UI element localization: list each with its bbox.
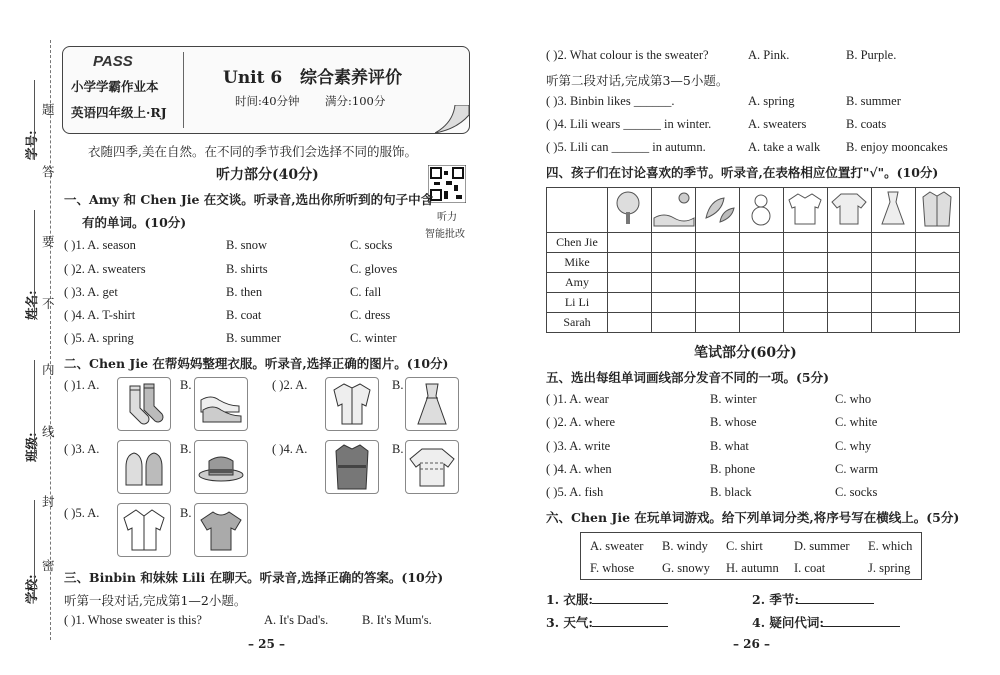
s3-q1-b[interactable]: B. It's Mum's. [362, 613, 432, 627]
tshirt-picture[interactable] [194, 503, 248, 557]
check-cell[interactable] [696, 253, 740, 273]
table-row [547, 273, 960, 293]
class-label: 班级: [24, 432, 39, 462]
check-cell[interactable] [608, 233, 652, 253]
s3-sub1: 听第一段对话,完成第1—2小题。 [64, 593, 247, 608]
s5-q5-c[interactable]: C. socks [835, 485, 878, 499]
s5-q3-a[interactable]: ( )3. A. write [546, 439, 611, 453]
dress-picture[interactable] [405, 377, 459, 431]
shirt-icon [118, 504, 170, 556]
category-question-words-label: 4. 疑问代词: [752, 615, 825, 630]
socks-picture[interactable] [117, 377, 171, 431]
check-cell[interactable] [784, 253, 828, 273]
seal-char: 内 [42, 362, 55, 377]
section-1-title-cont: 有的单词。(10分) [82, 215, 187, 230]
check-cell[interactable] [872, 253, 916, 273]
s1-q2-a[interactable]: ( )2. A. sweaters [64, 262, 146, 276]
check-cell[interactable] [652, 293, 696, 313]
hat-picture[interactable] [194, 440, 248, 494]
check-cell[interactable] [740, 233, 784, 253]
seal-char: 线 [42, 424, 55, 439]
section-2-title: 二、Chen Jie 在帮妈妈整理衣服。听录音,选择正确的图片。(10分) [64, 356, 449, 371]
season-table [546, 187, 960, 333]
sweater-icon [828, 188, 871, 228]
s3-q3-a[interactable]: A. spring [748, 94, 795, 108]
grade-label: 英语四年级上·RJ [71, 105, 167, 120]
table-row [547, 253, 960, 273]
word-item: F. whose [590, 561, 635, 575]
s1-q3-a[interactable]: ( )3. A. get [64, 285, 118, 299]
check-cell[interactable] [784, 313, 828, 333]
word-item: I. coat [794, 561, 826, 575]
spring-tree-icon [608, 188, 651, 228]
s5-q1-b[interactable]: B. winter [710, 392, 757, 406]
check-cell[interactable] [828, 253, 872, 273]
word-bank [580, 532, 922, 580]
s3-q5-a[interactable]: A. take a walk [748, 140, 821, 154]
check-cell[interactable] [696, 233, 740, 253]
s5-q4-a[interactable]: ( )4. A. when [546, 462, 612, 476]
check-cell[interactable] [652, 313, 696, 333]
check-cell[interactable] [872, 233, 916, 253]
s5-q2-c[interactable]: C. white [835, 415, 878, 429]
check-cell[interactable] [872, 313, 916, 333]
dress-icon [872, 188, 915, 228]
jacket-icon [326, 378, 378, 430]
s2-q2[interactable]: ( )2. A. [272, 378, 308, 392]
sweater-picture[interactable] [405, 440, 459, 494]
socks-icon [118, 378, 170, 430]
s3-q3-b[interactable]: B. summer [846, 94, 901, 108]
coat-icon [326, 441, 378, 493]
word-item: G. snowy [662, 561, 710, 575]
check-cell[interactable] [608, 293, 652, 313]
s5-q2-a[interactable]: ( )2. A. where [546, 415, 616, 429]
s3-q5-b[interactable]: B. enjoy mooncakes [846, 140, 948, 154]
category-weather-blank[interactable] [592, 614, 668, 627]
category-seasons-label: 2. 季节: [752, 592, 800, 607]
check-cell[interactable] [828, 313, 872, 333]
class-line[interactable] [34, 360, 36, 460]
season-picture-cell [652, 188, 696, 233]
s2-q4[interactable]: ( )4. A. [272, 442, 308, 456]
s1-q1-c[interactable]: C. socks [350, 238, 393, 252]
shoes-picture[interactable] [194, 377, 248, 431]
s5-q5-a[interactable]: ( )5. A. fish [546, 485, 604, 499]
intro-text: 衣随四季,美在自然。在不同的季节我们会选择不同的服饰。 [88, 144, 417, 159]
word-item: H. autumn [726, 561, 779, 575]
s1-q2-b[interactable]: B. shirts [226, 262, 268, 276]
name-line[interactable] [34, 210, 36, 320]
check-cell[interactable] [916, 313, 960, 333]
s1-q5-b[interactable]: B. summer [226, 331, 281, 345]
check-cell[interactable] [652, 233, 696, 253]
word-item: D. summer [794, 539, 850, 553]
seal-char: 要 [42, 234, 55, 249]
s2-b-label[interactable]: B. [180, 506, 192, 520]
student-name: Sarah [547, 313, 608, 333]
listening-section-title: 听力部分(40分) [216, 167, 319, 183]
check-cell[interactable] [916, 233, 960, 253]
s3-q2-b[interactable]: B. Purple. [846, 48, 897, 62]
dress-icon [406, 378, 458, 430]
s5-q3-b[interactable]: B. what [710, 439, 749, 453]
word-item: A. sweater [590, 539, 644, 553]
gloves-picture[interactable] [117, 440, 171, 494]
check-cell[interactable] [740, 273, 784, 293]
check-cell[interactable] [740, 253, 784, 273]
qr-label-listen: 听力 [437, 212, 457, 223]
season-picture-cell [784, 188, 828, 233]
coat-icon [916, 188, 959, 228]
check-cell[interactable] [696, 293, 740, 313]
corner-cell [547, 188, 608, 233]
header-box [62, 46, 470, 134]
s3-q4[interactable]: ( )4. Lili wears ______ in winter. [546, 117, 712, 131]
shirt-icon [784, 188, 827, 228]
s3-q4-b[interactable]: B. coats [846, 117, 887, 131]
page-number-left: – 25 – [248, 637, 286, 651]
section-4-title: 四、孩子们在讨论喜欢的季节。听录音,在表格相应位置打"√"。(10分) [546, 165, 939, 180]
shoes-icon [195, 378, 247, 430]
qr-code-icon[interactable] [428, 165, 466, 203]
s5-q1-a[interactable]: ( )1. A. wear [546, 392, 609, 406]
season-picture-cell [740, 188, 784, 233]
pass-logo: PASS [93, 53, 133, 70]
s1-q4-c[interactable]: C. dress [350, 308, 391, 322]
s1-q3-b[interactable]: B. then [226, 285, 263, 299]
check-cell[interactable] [784, 293, 828, 313]
s3-q5[interactable]: ( )5. Lili can ______ in autumn. [546, 140, 706, 154]
check-cell[interactable] [872, 293, 916, 313]
seal-char: 密 [42, 558, 55, 573]
student-name: Amy [547, 273, 608, 293]
section-5-title: 五、选出每组单词画线部分发音不同的一项。(5分) [546, 370, 830, 385]
time-label: 时间:40分钟 [235, 94, 300, 108]
s5-q4-b[interactable]: B. phone [710, 462, 756, 476]
check-cell[interactable] [608, 253, 652, 273]
s1-q5-c[interactable]: C. winter [350, 331, 397, 345]
header-divider [183, 52, 184, 128]
s3-q1-a[interactable]: A. It's Dad's. [264, 613, 329, 627]
s5-q4-c[interactable]: C. warm [835, 462, 879, 476]
student-id-label: 学号: [24, 130, 39, 160]
check-cell[interactable] [784, 233, 828, 253]
student-name: Mike [547, 253, 608, 273]
word-item: J. spring [868, 561, 911, 575]
autumn-leaves-icon [696, 188, 739, 228]
check-cell[interactable] [872, 273, 916, 293]
page-curl-icon [435, 105, 469, 133]
check-cell[interactable] [652, 253, 696, 273]
season-picture-cell [696, 188, 740, 233]
seal-char: 不 [42, 296, 55, 311]
s3-q4-a[interactable]: A. sweaters [748, 117, 807, 131]
gloves-icon [118, 441, 170, 493]
s1-q5-a[interactable]: ( )5. A. spring [64, 331, 134, 345]
score-label: 满分:100分 [325, 94, 386, 108]
s3-q1[interactable]: ( )1. Whose sweater is this? [64, 613, 202, 627]
tshirt-icon [195, 504, 247, 556]
check-cell[interactable] [740, 313, 784, 333]
word-item: B. windy [662, 539, 708, 553]
check-cell[interactable] [828, 293, 872, 313]
check-cell[interactable] [784, 273, 828, 293]
season-table-header [547, 188, 960, 233]
check-cell[interactable] [652, 273, 696, 293]
category-clothes-blank[interactable] [592, 591, 668, 604]
table-row [547, 233, 960, 253]
check-cell[interactable] [916, 293, 960, 313]
s3-sub2: 听第二段对话,完成第3—5小题。 [546, 73, 729, 88]
check-cell[interactable] [608, 313, 652, 333]
s1-q4-b[interactable]: B. coat [226, 308, 262, 322]
category-weather-label: 3. 天气: [546, 615, 594, 630]
category-clothes-label: 1. 衣服: [546, 592, 594, 607]
season-picture-cell [916, 188, 960, 233]
s3-q3[interactable]: ( )3. Binbin likes ______. [546, 94, 675, 108]
season-picture-cell [828, 188, 872, 233]
check-cell[interactable] [696, 313, 740, 333]
school-line[interactable] [34, 500, 36, 600]
s1-q2-c[interactable]: C. gloves [350, 262, 398, 276]
student-id-line[interactable] [34, 80, 36, 160]
seal-char: 答 [42, 164, 55, 179]
season-picture-cell [872, 188, 916, 233]
section-1-title: 一、Amy 和 Chen Jie 在交谈。听录音,选出你所听到的句子中含 [64, 192, 434, 207]
seal-char: 题 [42, 102, 55, 117]
sweater-icon [406, 441, 458, 493]
page-number-right: – 26 – [733, 637, 771, 651]
s5-q5-b[interactable]: B. black [710, 485, 752, 499]
word-item: E. which [868, 539, 913, 553]
section-3-title: 三、Binbin 和妹妹 Lili 在聊天。听录音,选择正确的答案。(10分) [64, 570, 444, 585]
s1-q3-c[interactable]: C. fall [350, 285, 382, 299]
check-cell[interactable] [916, 273, 960, 293]
table-row [547, 293, 960, 313]
s1-q1-b[interactable]: B. snow [226, 238, 267, 252]
s5-q3-c[interactable]: C. why [835, 439, 872, 453]
s5-q1-c[interactable]: C. who [835, 392, 872, 406]
section-6-title: 六、Chen Jie 在玩单词游戏。给下列单词分类,将序号写在横线上。(5分) [546, 510, 960, 525]
category-seasons-blank[interactable] [796, 591, 874, 604]
s1-q4-a[interactable]: ( )4. A. T-shirt [64, 308, 136, 322]
s5-q2-b[interactable]: B. whose [710, 415, 757, 429]
s2-b-label[interactable]: B. [392, 442, 404, 456]
s2-b-label[interactable]: B. [392, 378, 404, 392]
season-picture-cell [608, 188, 652, 233]
s2-b-label[interactable]: B. [180, 378, 192, 392]
check-cell[interactable] [828, 233, 872, 253]
binding-line [50, 40, 51, 640]
series-name: 小学学霸作业本 [71, 79, 159, 94]
seal-char: 封 [42, 494, 55, 509]
table-row [547, 313, 960, 333]
jacket-picture[interactable] [325, 377, 379, 431]
word-item: C. shirt [726, 539, 763, 553]
school-label: 学校: [24, 574, 39, 604]
name-label: 姓名: [24, 290, 39, 320]
s3-q2-a[interactable]: A. Pink. [748, 48, 790, 62]
s1-q1-a[interactable]: ( )1. A. season [64, 238, 136, 252]
check-cell[interactable] [740, 293, 784, 313]
s2-q1[interactable]: ( )1. A. [64, 378, 100, 392]
check-cell[interactable] [608, 273, 652, 293]
hat-icon [195, 441, 247, 493]
s2-b-label[interactable]: B. [180, 442, 192, 456]
snowman-icon [740, 188, 783, 228]
category-question-words-blank[interactable] [822, 614, 900, 627]
writing-section-title: 笔试部分(60分) [694, 345, 797, 361]
check-cell[interactable] [696, 273, 740, 293]
unit-title: Unit 6 综合素养评价 [223, 68, 402, 88]
s3-q2[interactable]: ( )2. What colour is the sweater? [546, 48, 709, 62]
shirt-picture[interactable] [117, 503, 171, 557]
check-cell[interactable] [916, 253, 960, 273]
s2-q3[interactable]: ( )3. A. [64, 442, 100, 456]
summer-beach-icon [652, 188, 695, 228]
student-name: Li Li [547, 293, 608, 313]
student-name: Chen Jie [547, 233, 608, 253]
s2-q5[interactable]: ( )5. A. [64, 506, 100, 520]
check-cell[interactable] [828, 273, 872, 293]
coat-picture[interactable] [325, 440, 379, 494]
qr-label-grading: 智能批改 [425, 229, 465, 240]
